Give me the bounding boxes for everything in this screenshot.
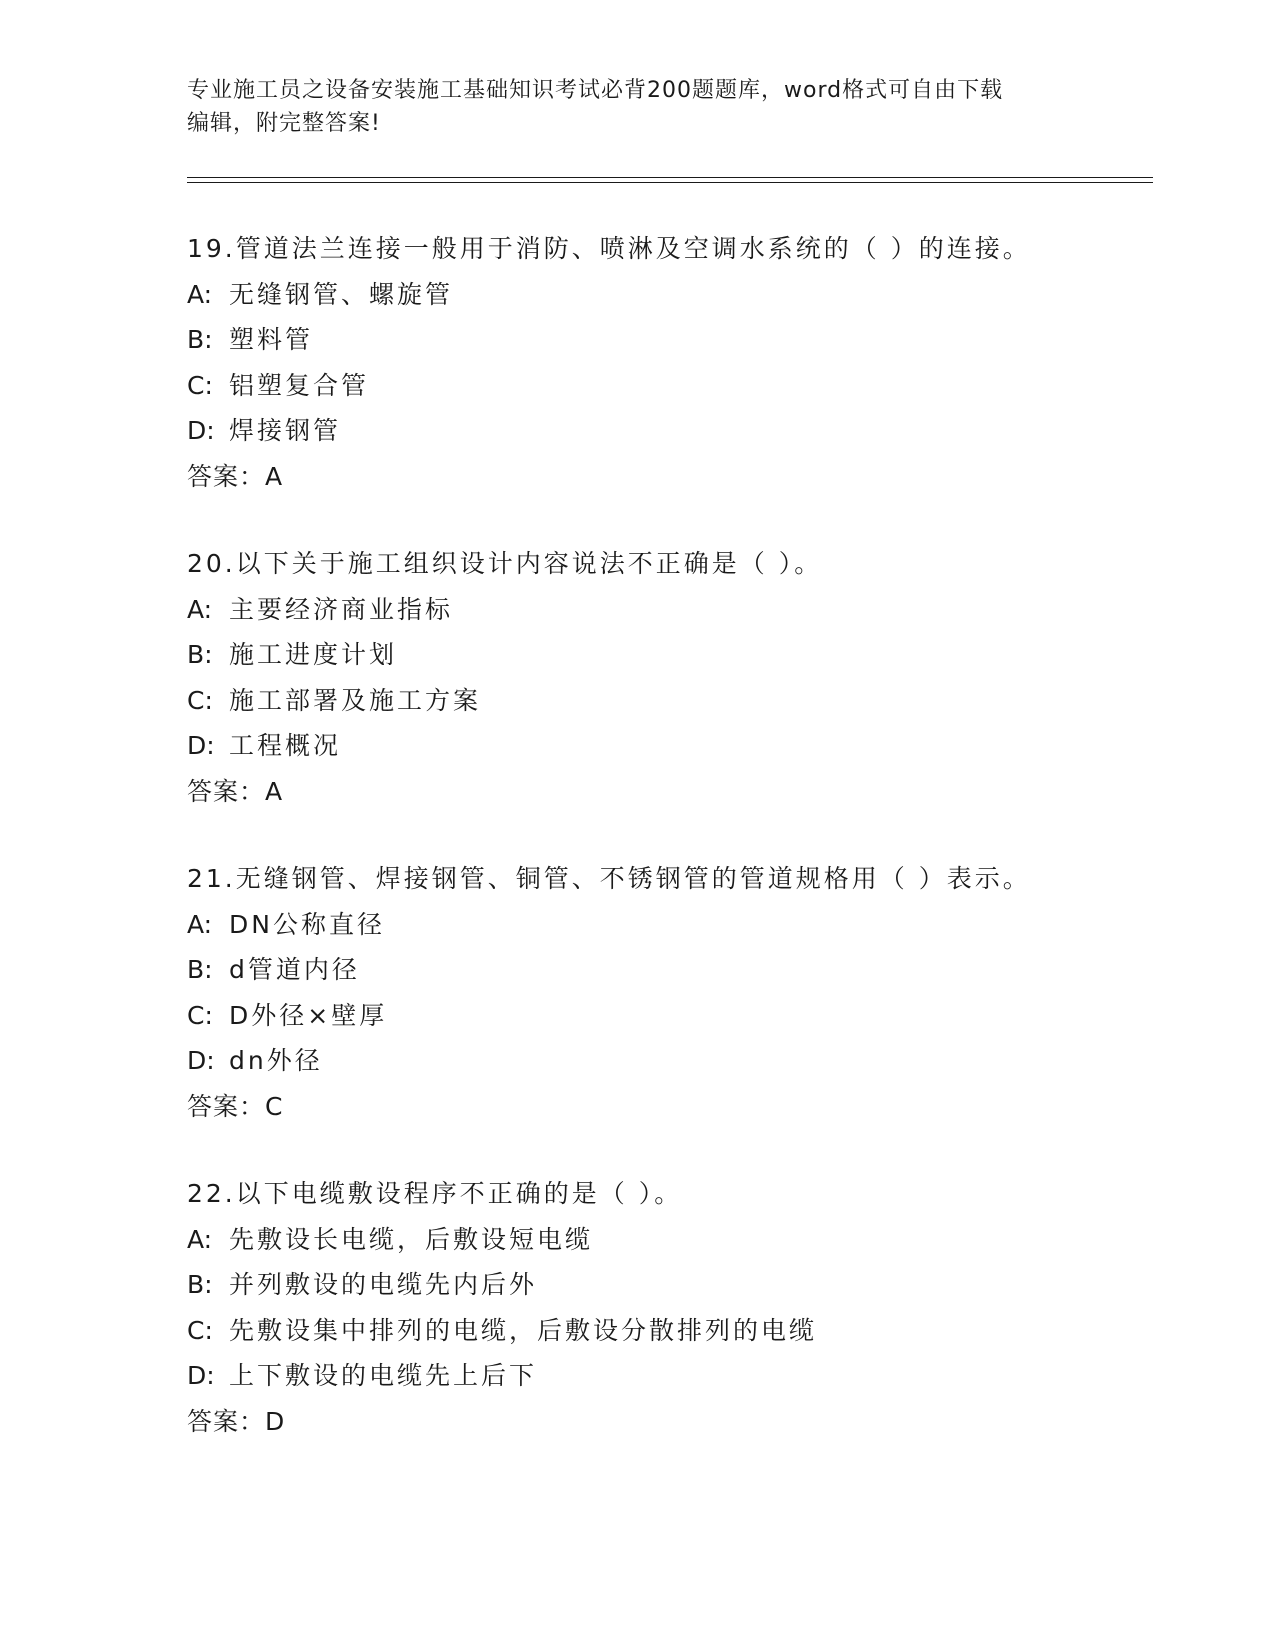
option-letter: D: xyxy=(187,416,215,445)
option-text: 工程概况 xyxy=(229,731,342,760)
option-letter: B: xyxy=(187,955,213,984)
option-letter: B: xyxy=(187,325,213,354)
question-19 xyxy=(187,226,1147,499)
option-a xyxy=(187,902,1147,948)
answer-line: 答案：C xyxy=(187,1091,284,1121)
question-title: 22.以下电缆敷设程序不正确的是（ ）。 xyxy=(187,1179,683,1208)
option-text: DN公称直径 xyxy=(229,909,385,939)
option-c xyxy=(187,993,1147,1039)
option-letter: C: xyxy=(187,685,213,715)
answer-line: 答案：A xyxy=(187,776,284,806)
answer-line: 答案：A xyxy=(187,461,284,491)
question-21 xyxy=(187,856,1147,1129)
option-text: 铝塑复合管 xyxy=(229,370,370,400)
option-c xyxy=(187,363,1147,409)
option-text: 施工部署及施工方案 xyxy=(229,685,482,715)
option-letter: C: xyxy=(187,1315,213,1345)
option-letter: B: xyxy=(187,1270,213,1299)
option-b xyxy=(187,317,1147,363)
option-letter: A: xyxy=(187,1224,213,1254)
option-text: d管道内径 xyxy=(229,955,360,984)
option-text: 施工进度计划 xyxy=(229,640,398,669)
option-d xyxy=(187,408,1147,454)
option-d xyxy=(187,1353,1147,1399)
option-text: 主要经济商业指标 xyxy=(229,594,454,624)
question-20 xyxy=(187,541,1147,814)
option-text: dn外径 xyxy=(229,1046,323,1075)
option-letter: C: xyxy=(187,1000,213,1030)
option-b xyxy=(187,632,1147,678)
option-letter: A: xyxy=(187,279,213,309)
header-line-1: 专业施工员之设备安装施工基础知识考试必背200题题库，word格式可自由下载 xyxy=(187,78,1004,103)
option-letter: D: xyxy=(187,731,215,760)
question-title: 20.以下关于施工组织设计内容说法不正确是（ ）。 xyxy=(187,549,823,578)
option-text: 塑料管 xyxy=(229,325,314,354)
option-text: 无缝钢管、螺旋管 xyxy=(229,279,454,309)
option-b xyxy=(187,947,1147,993)
option-letter: D: xyxy=(187,1361,215,1390)
option-text: 先敷设长电缆，后敷设短电缆 xyxy=(229,1224,594,1254)
header-line-2: 编辑，附完整答案! xyxy=(187,111,381,136)
option-text: 焊接钢管 xyxy=(229,416,342,445)
answer-line: 答案：D xyxy=(187,1406,286,1436)
option-c xyxy=(187,1308,1147,1354)
header-divider-top xyxy=(187,177,1153,178)
option-d xyxy=(187,1038,1147,1084)
header-divider-bottom xyxy=(187,182,1153,183)
option-d xyxy=(187,723,1147,769)
option-text: 并列敷设的电缆先内后外 xyxy=(229,1270,538,1299)
option-c xyxy=(187,678,1147,724)
question-title: 19.管道法兰连接一般用于消防、喷淋及空调水系统的（ ）的连接。 xyxy=(187,234,1031,263)
document-header xyxy=(187,74,1087,140)
option-letter: B: xyxy=(187,640,213,669)
option-letter: C: xyxy=(187,370,213,400)
option-letter: A: xyxy=(187,594,213,624)
option-a xyxy=(187,587,1147,633)
option-letter: D: xyxy=(187,1046,215,1075)
option-text: D外径×壁厚 xyxy=(229,1000,388,1030)
question-22 xyxy=(187,1171,1147,1444)
option-a xyxy=(187,1217,1147,1263)
option-a xyxy=(187,272,1147,318)
option-letter: A: xyxy=(187,909,213,939)
question-title: 21.无缝钢管、焊接钢管、铜管、不锈钢管的管道规格用（ ）表示。 xyxy=(187,864,1031,893)
option-text: 先敷设集中排列的电缆，后敷设分散排列的电缆 xyxy=(229,1315,818,1345)
option-b xyxy=(187,1262,1147,1308)
option-text: 上下敷设的电缆先上后下 xyxy=(229,1361,538,1390)
